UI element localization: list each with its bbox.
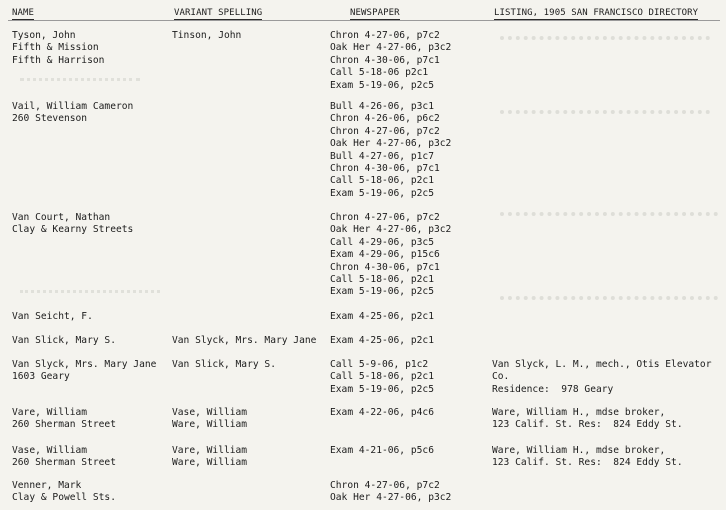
entry-name-line: 1603 Geary bbox=[12, 371, 70, 383]
newspaper-citation-line: Exam 5-19-06, p2c5 bbox=[330, 383, 434, 395]
header-name-label: NAME bbox=[12, 8, 35, 18]
header-listing-label: LISTING, 1905 SAN FRANCISCO DIRECTORY bbox=[494, 8, 699, 18]
variant-spelling-cell bbox=[172, 30, 332, 42]
variant-spelling-line: Tinson, John bbox=[172, 30, 242, 41]
entry-name-cell bbox=[12, 101, 170, 126]
directory-listing-line: Ware, William H., mdse broker, bbox=[492, 445, 666, 456]
entry-name-cell bbox=[12, 335, 170, 347]
newspaper-citation-cell bbox=[330, 212, 488, 299]
entry-name-line: Van Court, Nathan bbox=[12, 212, 111, 223]
directory-listing-line: 123 Calif. St. Res: 824 Eddy St. bbox=[492, 419, 683, 431]
entry-name-line: Fifth & Mission bbox=[12, 42, 99, 54]
newspaper-citation-line: Oak Her 4-27-06, p3c2 bbox=[330, 492, 452, 504]
newspaper-citation-line: Chron 4-30-06, p7c1 bbox=[330, 163, 440, 175]
newspaper-citation-line: Exam 5-19-06, p2c5 bbox=[330, 187, 434, 199]
entry-name-line: Clay & Powell Sts. bbox=[12, 492, 116, 504]
variant-spelling-cell bbox=[172, 407, 332, 432]
newspaper-citation-line: Exam 4-21-06, p5c6 bbox=[330, 445, 434, 456]
entry-name-cell bbox=[12, 359, 170, 384]
entry-name-line: 260 Sherman Street bbox=[12, 457, 116, 469]
newspaper-citation-line: Chron 4-30-06, p7c1 bbox=[330, 54, 440, 66]
entry-name-line: Van Seicht, F. bbox=[12, 311, 93, 322]
entry-name-line: 260 Stevenson bbox=[12, 113, 88, 125]
entry-name-line: Van Slyck, Mrs. Mary Jane bbox=[12, 359, 157, 370]
newspaper-citation-line: Chron 4-27-06, p7c2 bbox=[330, 480, 440, 491]
entry-name-line: Van Slick, Mary S. bbox=[12, 335, 116, 346]
variant-spelling-line: Ware, William bbox=[172, 419, 248, 431]
variant-spelling-line: Van Slick, Mary S. bbox=[172, 359, 276, 370]
newspaper-citation-line: Call 5-18-06 p2c1 bbox=[330, 67, 429, 79]
newspaper-citation-line: Call 5-18-06, p2c1 bbox=[330, 175, 434, 187]
entry-name-cell bbox=[12, 445, 170, 470]
variant-spelling-line: Vase, William bbox=[172, 407, 248, 418]
newspaper-citation-line: Call 5-18-06, p2c1 bbox=[330, 274, 434, 286]
directory-listing-cell bbox=[492, 407, 724, 432]
newspaper-citation-line: Exam 4-29-06, p15c6 bbox=[330, 249, 440, 261]
header-newspaper bbox=[350, 7, 400, 19]
header-listing bbox=[494, 7, 698, 19]
newspaper-citation-line: Bull 4-27-06, p1c7 bbox=[330, 150, 434, 162]
directory-listing-cell bbox=[492, 445, 724, 470]
entry-name-cell bbox=[12, 407, 170, 432]
newspaper-citation-cell bbox=[330, 445, 488, 457]
variant-spelling-cell bbox=[172, 359, 332, 371]
bleed-through-texture bbox=[20, 290, 160, 313]
entry-name-line: Venner, Mark bbox=[12, 480, 82, 491]
newspaper-citation-line: Chron 4-27-06, p7c2 bbox=[330, 212, 440, 223]
entry-name-cell bbox=[12, 311, 170, 323]
newspaper-citation-cell bbox=[330, 480, 488, 505]
entry-name-cell bbox=[12, 212, 170, 237]
variant-spelling-line: Van Slyck, Mrs. Mary Jane bbox=[172, 335, 317, 346]
newspaper-citation-cell bbox=[330, 359, 488, 396]
newspaper-citation-line: Exam 4-22-06, p4c6 bbox=[330, 407, 434, 418]
directory-listing-cell bbox=[492, 359, 724, 396]
variant-spelling-line: Ware, William bbox=[172, 457, 248, 469]
newspaper-citation-line: Call 4-29-06, p3c5 bbox=[330, 236, 434, 248]
entry-name-cell bbox=[12, 480, 170, 505]
header-newspaper-label: NEWSPAPER bbox=[350, 8, 400, 18]
entry-name-line: 260 Sherman Street bbox=[12, 419, 116, 431]
entry-name-line: Vase, William bbox=[12, 445, 88, 456]
newspaper-citation-line: Exam 4-25-06, p2c1 bbox=[330, 311, 434, 322]
newspaper-citation-line: Exam 5-19-06, p2c5 bbox=[330, 286, 434, 298]
directory-listing-line: Co. bbox=[492, 371, 510, 383]
newspaper-citation-line: Oak Her 4-27-06, p3c2 bbox=[330, 138, 452, 150]
newspaper-citation-cell bbox=[330, 311, 488, 323]
newspaper-citation-line: Oak Her 4-27-06, p3c2 bbox=[330, 224, 452, 236]
newspaper-citation-line: Chron 4-30-06, p7c1 bbox=[330, 261, 440, 273]
entry-name-line: Vail, William Cameron bbox=[12, 101, 134, 112]
header-name bbox=[12, 7, 34, 19]
directory-listing-line: Residence: 978 Geary bbox=[492, 383, 614, 395]
header-variant-label: VARIANT SPELLING bbox=[174, 8, 263, 18]
variant-spelling-cell bbox=[172, 335, 332, 347]
variant-spelling-cell bbox=[172, 445, 332, 470]
newspaper-citation-cell bbox=[330, 407, 488, 419]
variant-spelling-line: Vare, William bbox=[172, 445, 248, 456]
directory-listing-line: Ware, William H., mdse broker, bbox=[492, 407, 666, 418]
header-variant bbox=[174, 7, 262, 19]
entry-name-line: Tyson, John bbox=[12, 30, 76, 41]
newspaper-citation-line: Chron 4-26-06, p6c2 bbox=[330, 113, 440, 125]
bleed-through-texture bbox=[500, 212, 718, 300]
bleed-through-texture bbox=[20, 78, 140, 95]
newspaper-citation-line: Exam 5-19-06, p2c5 bbox=[330, 79, 434, 91]
entry-name-line: Clay & Kearny Streets bbox=[12, 224, 134, 236]
directory-listing-line: 123 Calif. St. Res: 824 Eddy St. bbox=[492, 457, 683, 469]
newspaper-citation-line: Call 5-9-06, p1c2 bbox=[330, 359, 429, 370]
newspaper-citation-cell bbox=[330, 30, 488, 92]
newspaper-citation-line: Chron 4-27-06, p7c2 bbox=[330, 125, 440, 137]
newspaper-citation-cell bbox=[330, 335, 488, 347]
newspaper-citation-line: Exam 4-25-06, p2c1 bbox=[330, 335, 434, 346]
header-rule bbox=[8, 20, 720, 21]
newspaper-citation-cell bbox=[330, 101, 488, 200]
directory-listing-line: Van Slyck, L. M., mech., Otis Elevator bbox=[492, 359, 712, 370]
newspaper-citation-line: Oak Her 4-27-06, p3c2 bbox=[330, 42, 452, 54]
entry-name-line: Fifth & Harrison bbox=[12, 54, 105, 66]
entry-name-cell bbox=[12, 30, 170, 67]
newspaper-citation-line: Bull 4-26-06, p3c1 bbox=[330, 101, 434, 112]
newspaper-citation-line: Chron 4-27-06, p7c2 bbox=[330, 30, 440, 41]
newspaper-citation-line: Call 5-18-06, p2c1 bbox=[330, 371, 434, 383]
entry-name-line: Vare, William bbox=[12, 407, 88, 418]
bleed-through-texture bbox=[500, 36, 710, 114]
